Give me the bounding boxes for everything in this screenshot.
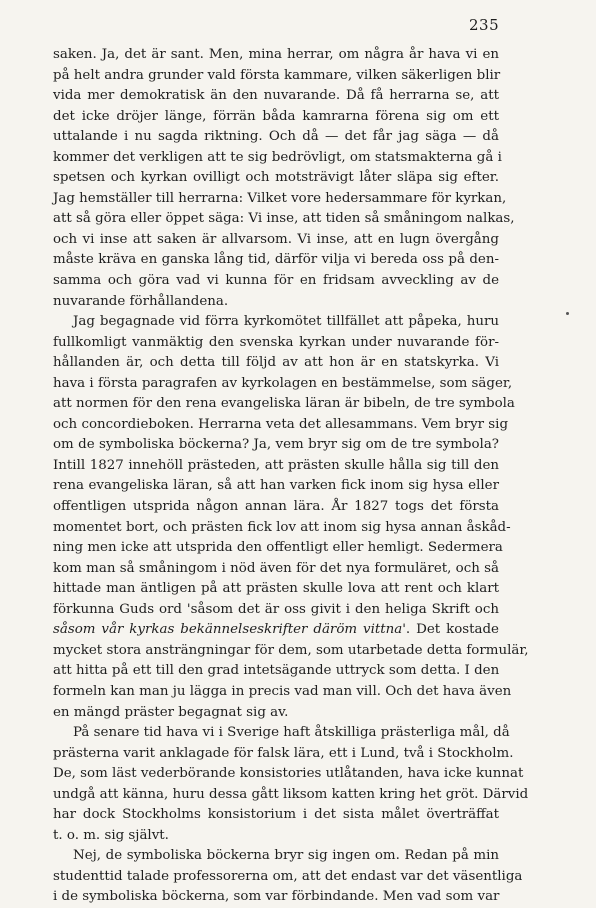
body-text	[53, 45, 529, 908]
text-line: en mängd präster begagnat sig av.	[53, 704, 289, 720]
text-line: fullkomligt vanmäktig den svenska kyrkan under nuvarande för-	[53, 334, 499, 350]
text-line: prästerna varit anklagade för falsk lära, ett i Lund, två i Stockholm.	[53, 745, 514, 761]
text-line: Intill 1827 innehöll prästeden, att prästen skulle hålla sig till den	[53, 457, 499, 473]
text-line: och vi inse att saken är allvarsom. Vi inse, att en lugn övergång	[53, 231, 499, 247]
text-line: på helt andra grunder vald första kammare, vilken säkerligen blir	[53, 67, 501, 83]
text-line: hava i första paragrafen av kyrkolagen en bestämmelse, som säger,	[53, 375, 513, 391]
text-line: Jag hemställer till herrarna: Vilket vore hedersammare för kyrkan,	[53, 190, 507, 206]
text-line: i de symboliska böckerna, som var förbindande. Men vad som var	[53, 889, 500, 905]
text-segment: . Det kostade	[405, 622, 499, 638]
text-line: att hitta på ett till den grad intetsägande uttryck som detta. I den	[53, 663, 500, 679]
text-line: offentligen utsprida någon annan lära. År 1827 togs det första	[53, 499, 499, 515]
text-line: På senare tid hava vi i Sverige haft åtskilliga prästerliga mål, då	[73, 725, 510, 741]
text-line: De, som läst vederbörande konsistories utlåtanden, hava icke kunnat	[53, 766, 524, 782]
italic-quote: såsom vår kyrkas bekännelseskrifter däröm vittna'	[53, 622, 406, 638]
text-line: att så göra eller öppet säga: Vi inse, att tiden så småningom nalkas,	[53, 211, 515, 227]
page-number: 235	[469, 16, 500, 34]
text-line: Nej, de symboliska böckerna bryr sig ingen om. Redan på min	[73, 848, 499, 864]
text-line: hittade man äntligen på att prästen skulle lova att rent och klart	[53, 581, 499, 597]
text-line	[53, 620, 499, 641]
text-line: hållanden är, och detta till följd av att hon är en statskyrka. Vi	[53, 355, 499, 371]
text-line: undgå att känna, huru dessa gått liksom katten kring het gröt. Därvid	[53, 786, 529, 802]
text-line: ning men icke att utsprida den offentligt eller hemligt. Sedermera	[53, 540, 503, 556]
text-line: Jag begagnade vid förra kyrkomötet tillfället att påpeka, huru	[73, 314, 499, 330]
text-line: om de symboliska böckerna? Ja, vem bryr sig om de tre symbola?	[53, 437, 499, 453]
text-line: saken. Ja, det är sant. Men, mina herrar, om några år hava vi en	[53, 47, 499, 62]
text-line: t. o. m. sig självt.	[53, 827, 169, 843]
text-line: spetsen och kyrkan ovilligt och motsträvigt låter släpa sig efter.	[53, 170, 499, 186]
text-line: det icke dröjer länge, förrän båda kamrarna förena sig om ett	[53, 108, 499, 124]
text-line: samma och göra vad vi kunna för en fridsam avveckling av de	[53, 273, 499, 289]
text-line: studenttid talade professorerna om, att det endast var det väsentliga	[53, 868, 523, 884]
text-line: måste kräva en ganska lång tid, därför vilja vi bereda oss på den-	[53, 252, 499, 268]
text-line: kommer det verkligen att te sig bedrövligt, om statsmakterna gå i	[53, 149, 502, 165]
text-line: momentet bort, och prästen fick lov att inom sig hysa annan åskåd-	[53, 519, 511, 535]
text-line: har dock Stockholms konsistorium i det sista målet överträffat	[53, 807, 499, 823]
margin-dot	[566, 312, 569, 315]
text-line: och concordieboken. Herrarna veta det allesammans. Vem bryr sig	[53, 416, 509, 432]
text-line: formeln kan man ju lägga in precis vad man vill. Och det hava även	[53, 683, 512, 699]
text-line: nuvarande förhållandena.	[53, 293, 229, 309]
text-line: förkunna Guds ord 'såsom det är oss givit i den heliga Skrift och	[53, 601, 499, 617]
text-line: rena evangeliska läran, så att han varken fick inom sig hysa eller	[53, 478, 499, 494]
text-line: uttalande i nu sagda riktning. Och då — det får jag säga — då	[53, 129, 499, 145]
text-line: att normen för den rena evangeliska läran är bibeln, de tre symbola	[53, 396, 515, 412]
text-line: vida mer demokratisk än den nuvarande. Då få herrarna se, att	[53, 88, 499, 104]
text-line: mycket stora ansträngningar för dem, som utarbetade detta formulär,	[53, 642, 529, 658]
text-line: kom man så småningom i nöd även för det nya formuläret, och så	[53, 560, 499, 576]
